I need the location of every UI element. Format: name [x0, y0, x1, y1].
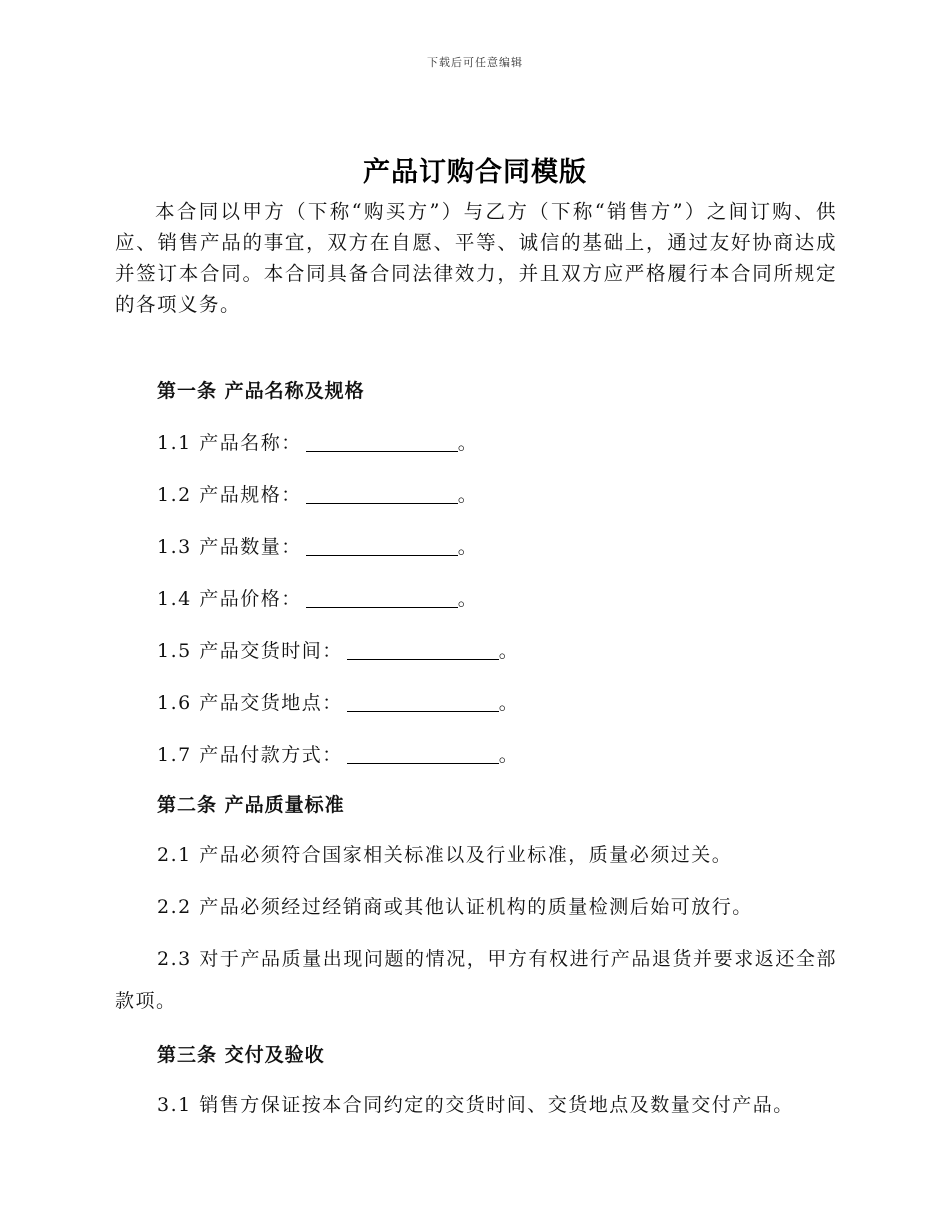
article-1-item	[157, 636, 519, 663]
article-1-item	[157, 688, 519, 715]
item-label: 1.4 产品价格：	[157, 588, 302, 610]
item-label: 1.3 产品数量：	[157, 536, 302, 558]
item-label: 1.1 产品名称：	[157, 432, 302, 454]
article-2-heading: 第二条 产品质量标准	[157, 794, 345, 816]
fill-in-blank[interactable]	[306, 537, 458, 556]
article-1-heading: 第一条 产品名称及规格	[157, 380, 365, 402]
fill-in-blank[interactable]	[306, 485, 458, 504]
item-label: 1.6 产品交货地点：	[157, 692, 343, 714]
item-end: 。	[457, 432, 479, 454]
item-end: 。	[498, 640, 520, 662]
article-2-item: 2.3 对于产品质量出现问题的情况，甲方有权进行产品退货并要求返还全部款项。	[115, 948, 837, 1012]
item-end: 。	[498, 692, 520, 714]
article-1-item	[157, 740, 519, 767]
article-1-item	[157, 480, 478, 507]
item-end: 。	[457, 536, 479, 558]
intro-paragraph: 本合同以甲方（下称“购买方”）与乙方（下称“销售方”）之间订购、供应、销售产品的事宜，双方在自愿、平等、诚信的基础上，通过友好协商达成并签订本合同。本合同具备合同法律效力，并且双方应严格履行本合同所规定的各项义务。	[115, 200, 837, 316]
article-3-item: 3.1 销售方保证按本合同约定的交货时间、交货地点及数量交付产品。	[157, 1094, 794, 1116]
item-label: 1.5 产品交货时间：	[157, 640, 343, 662]
fill-in-blank[interactable]	[347, 693, 499, 712]
article-2-item: 2.2 产品必须经过经销商或其他认证机构的质量检测后始可放行。	[157, 896, 753, 918]
item-end: 。	[457, 588, 479, 610]
item-end: 。	[457, 484, 479, 506]
item-label: 1.7 产品付款方式：	[157, 744, 343, 766]
fill-in-blank[interactable]	[306, 433, 458, 452]
fill-in-blank[interactable]	[306, 589, 458, 608]
article-3-heading: 第三条 交付及验收	[157, 1044, 325, 1066]
article-1-item	[157, 428, 478, 455]
article-2-item: 2.1 产品必须符合国家相关标准以及行业标准，质量必须过关。	[157, 844, 733, 866]
document-title: 产品订购合同模版	[363, 157, 587, 188]
item-label: 1.2 产品规格：	[157, 484, 302, 506]
fill-in-blank[interactable]	[347, 745, 499, 764]
fill-in-blank[interactable]	[347, 641, 499, 660]
header-note: 下载后可任意编辑	[427, 56, 523, 69]
article-1-item	[157, 584, 478, 611]
item-end: 。	[498, 744, 520, 766]
article-1-item	[157, 532, 478, 559]
